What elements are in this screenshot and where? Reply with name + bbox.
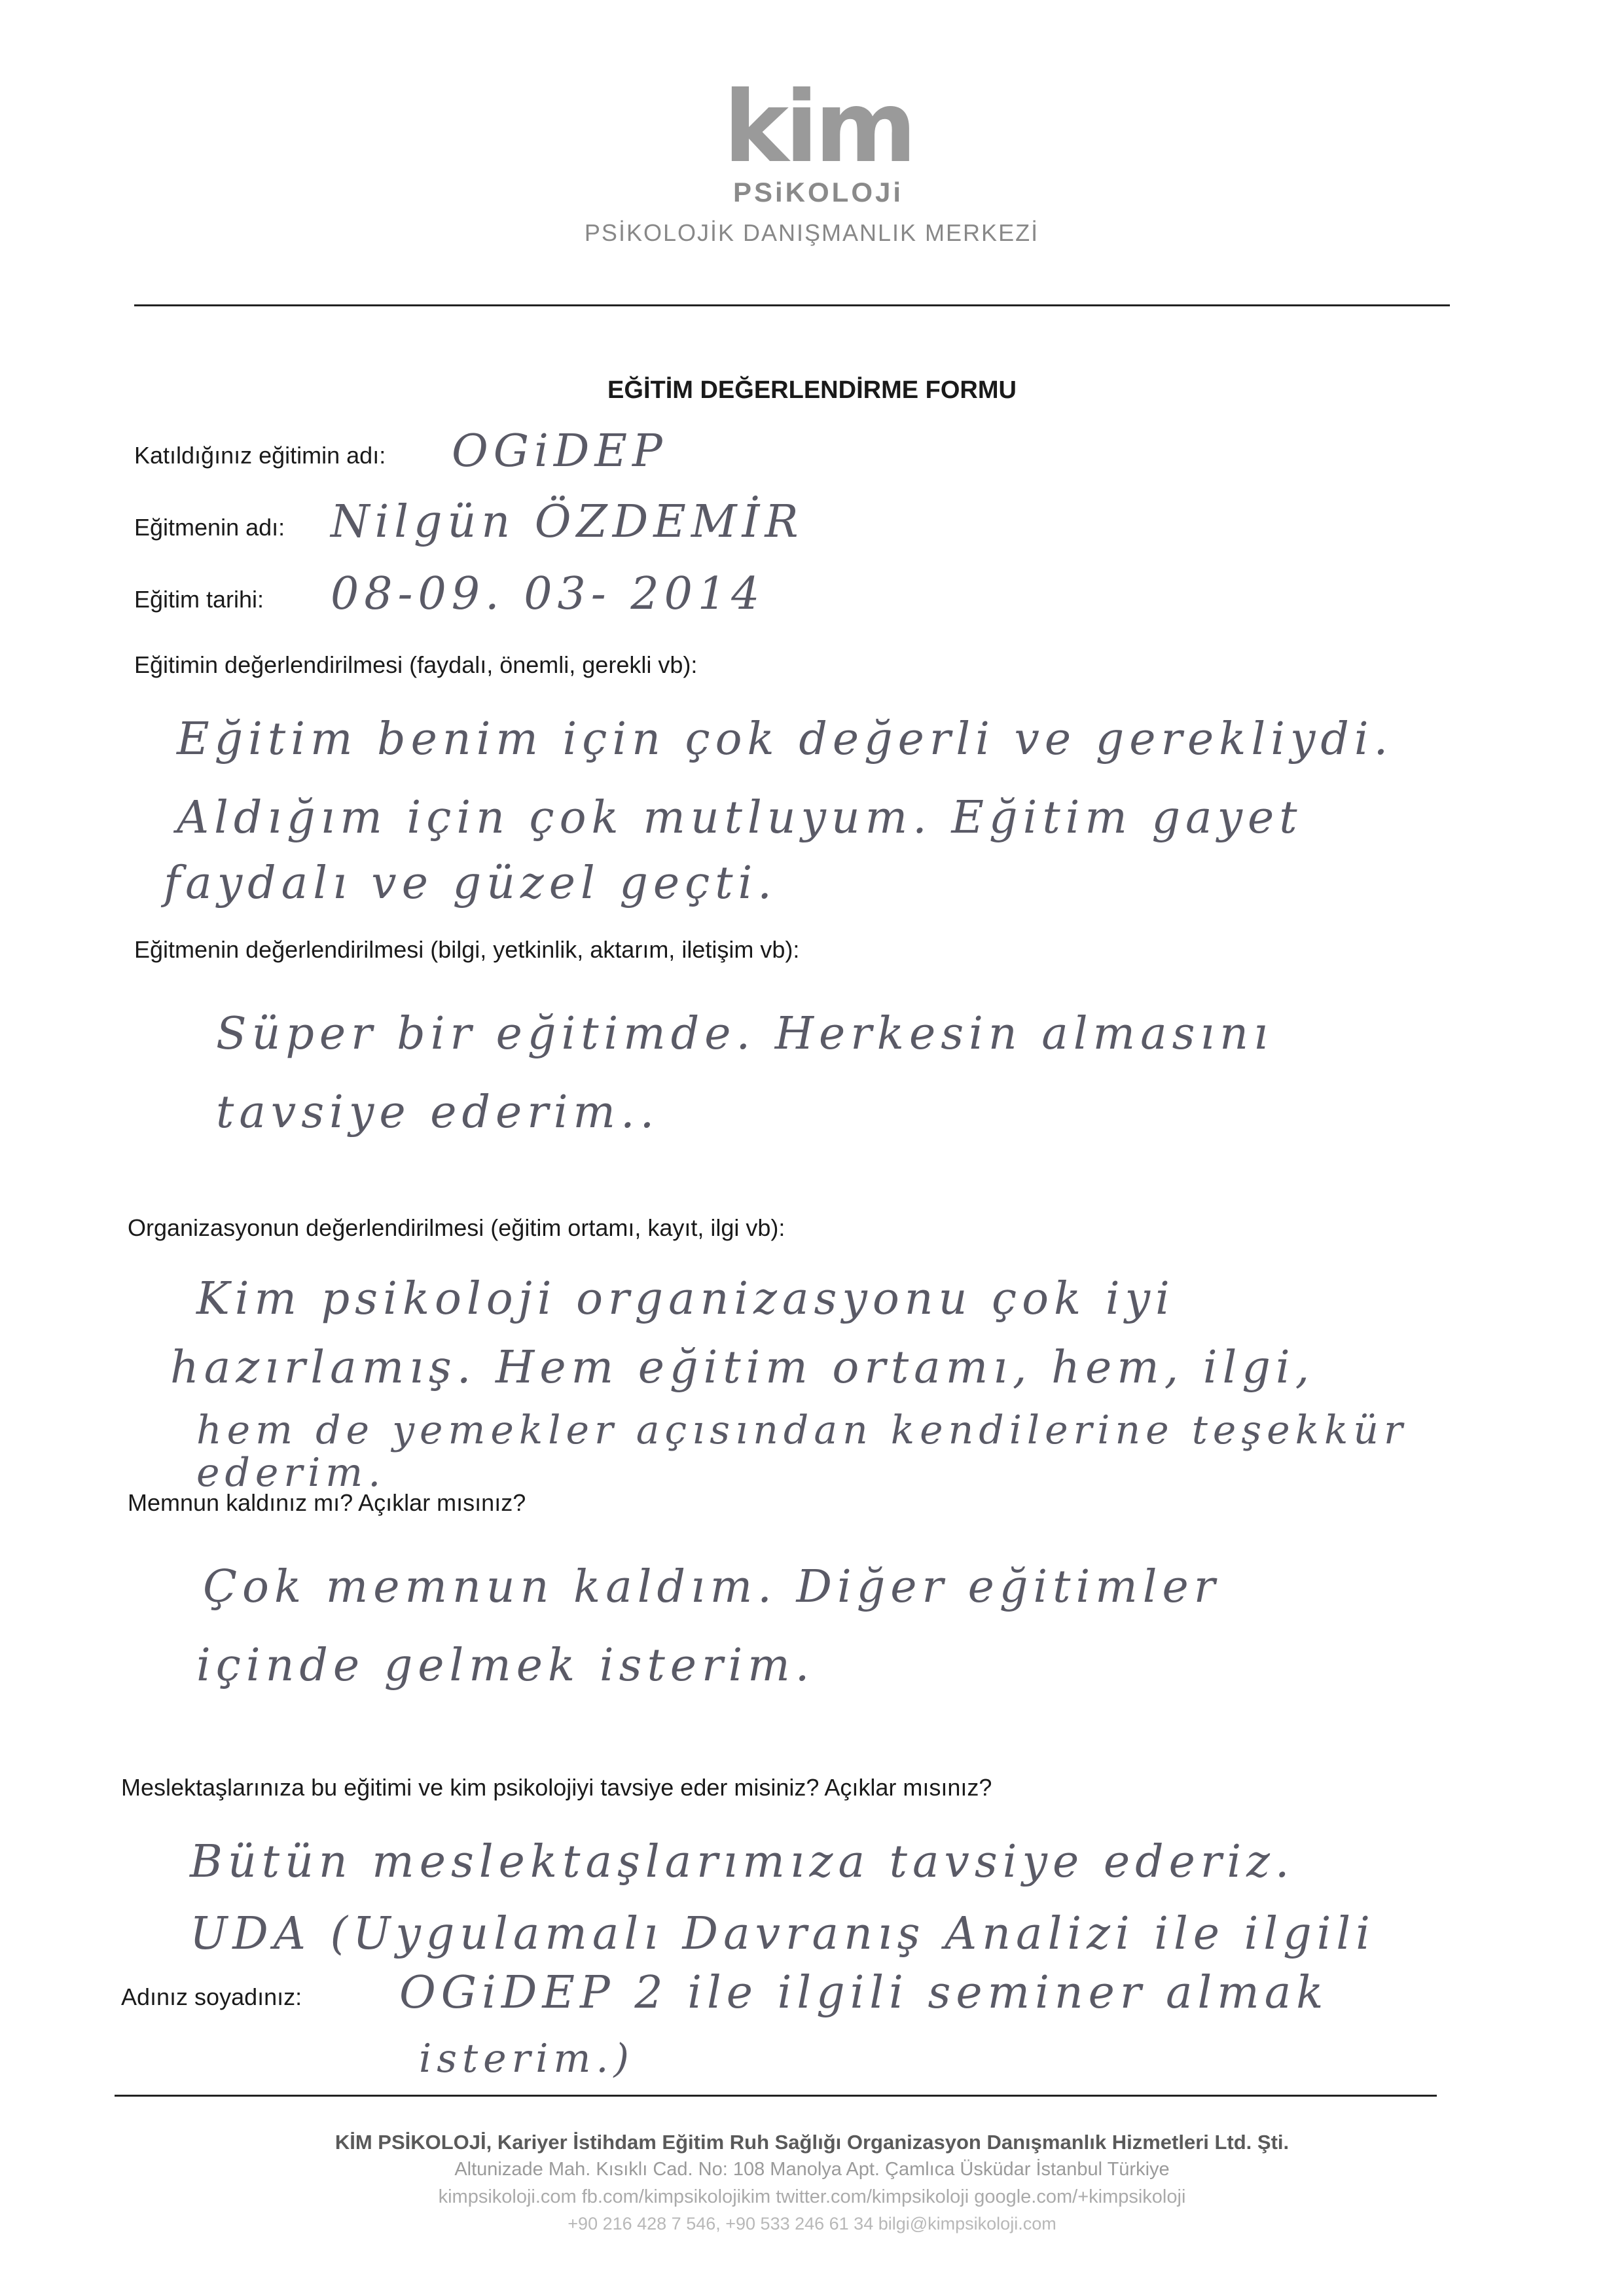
footer-company: KİM PSİKOLOJİ, Kariyer İstihdam Eğitim Ruh Sağlığı Organizasyon Danışmanlık Hizmetleri Ltd. Şti. [334,2131,1290,2154]
date-value: 08-09. 03- 2014 [331,568,765,620]
footer-web: kimpsikoloji.com fb.com/kimpsikolojikim twitter.com/kimpsikoloji google.com/+kimpsikoloji [438,2186,1186,2207]
header-divider [134,304,1450,306]
org-eval-line-3: hem de yemekler açısından kendilerine teşekkür [196,1407,1408,1453]
logo-mark: kim [723,71,913,185]
name-label: Adınız soyadınız: [121,1983,302,2010]
training-eval-label: Eğitimin değerlendirilmesi (faydalı, önemli, gerekli vb): [134,651,698,678]
recommend-label: Meslektaşlarınıza bu eğitimi ve kim psikolojiyi tavsiye eder misiniz? Açıklar mısınız? [121,1774,992,1801]
logo-subtitle: PSiKOLOJi [732,177,904,208]
training-name-label: Katıldığınız eğitimin adı: [134,442,386,469]
form-title: EĞİTİM DEĞERLENDİRME FORMU [607,376,1017,404]
tagline: PSİKOLOJİK DANIŞMANLIK MERKEZİ [584,219,1039,246]
trainer-label: Eğitmenin adı: [134,514,285,541]
training-eval-line-3: faydalı ve güzel geçti. [164,858,777,909]
date-label: Eğitim tarihi: [134,586,264,613]
satisfaction-label: Memnun kaldınız mı? Açıklar mısınız? [128,1489,526,1516]
org-eval-line-2: hazırlamış. Hem eğitim ortamı, hem, ilgi, [170,1342,1315,1394]
recommend-line-3: OGiDEP 2 ile ilgili seminer almak [399,1967,1329,2019]
trainer-eval-label: Eğitmenin değerlendirilmesi (bilgi, yetkinlik, aktarım, iletişim vb): [134,936,800,963]
training-eval-line-2: Aldığım için çok mutluyum. Eğitim gayet [177,792,1303,844]
recommend-line-1: Bütün meslektaşlarımıza tavsiye ederiz. [190,1836,1295,1888]
recommend-line-4: isterim.) [419,2036,634,2082]
footer-contact: +90 216 428 7 546, +90 533 246 61 34 bilgi@kimpsikoloji.com [568,2214,1056,2233]
trainer-value: Nilgün ÖZDEMİR [331,496,804,548]
satisfaction-line-2: içinde gelmek isterim. [196,1640,815,1691]
org-eval-line-1: Kim psikoloji organizasyonu çok iyi [196,1273,1175,1325]
satisfaction-line-1: Çok memnun kaldım. Diğer eğitimler [203,1561,1221,1613]
trainer-eval-line-1: Süper bir eğitimde. Herkesin almasını [216,1008,1273,1060]
trainer-eval-line-2: tavsiye ederim.. [216,1087,660,1138]
footer-divider [115,2095,1437,2097]
footer-address: Altunizade Mah. Kısıklı Cad. No: 108 Manolya Apt. Çamlıca Üsküdar İstanbul Türkiye [454,2159,1170,2180]
training-eval-line-1: Eğitim benim için çok değerli ve gerekliydi. [177,714,1394,765]
org-eval-label: Organizasyonun değerlendirilmesi (eğitim ortamı, kayıt, ilgi vb): [128,1214,785,1241]
org-eval-line-4: ederim. [196,1450,386,1496]
logo [681,71,956,208]
training-name-value: OGiDEP [452,425,668,477]
recommend-line-2: UDA (Uygulamalı Davranış Analizi ile ilgili [190,1908,1375,1960]
